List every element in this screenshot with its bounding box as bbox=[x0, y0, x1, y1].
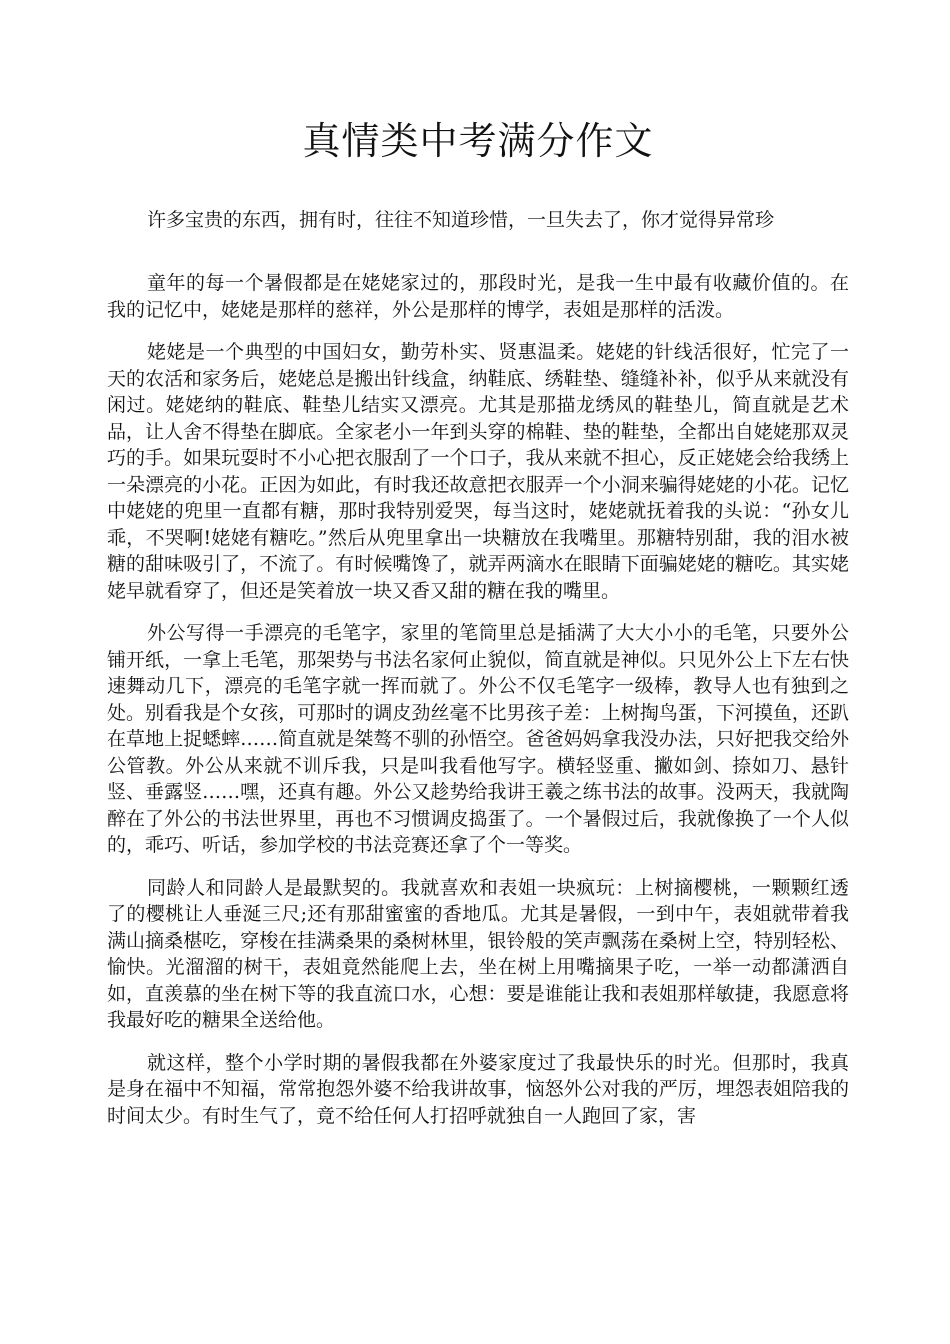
paragraph-grandma: 姥姥是一个典型的中国妇女，勤劳朴实、贤惠温柔。姥姥的针线活很好，忙完了一天的农活和家务后，姥姥总是搬出针线盒，纳鞋底、绣鞋垫、缝缝补补，似乎从来就没有闲过。姥姥纳的鞋底、鞋垫儿结实又漂亮。尤其是那描龙绣凤的鞋垫儿，简直就是艺术品，让人舍不得垫在脚底。全家老小一年到头穿的棉鞋、垫的鞋垫，全都出自姥姥那双灵巧的手。如果玩耍时不小心把衣服刮了一个口子，我从来就不担心，反正姥姥会给我绣上一朵漂亮的小花。正因为如此，有时我还故意把衣服弄一个小洞来骗得姥姥的小花。记忆中姥姥的兜里一直都有糖，那时我特别爱哭，每当这时，姥姥就抚着我的头说：“孙女儿乖，不哭啊!姥姥有糖吃。”然后从兜里拿出一块糖放在我嘴里。那糖特别甜，我的泪水被糖的甜味吸引了，不流了。有时候嘴馋了，就弄两滴水在眼睛下面骗姥姥的糖吃。其实姥姥早就看穿了，但还是笑着放一块又香又甜的糖在我的嘴里。 bbox=[107, 341, 849, 602]
paragraph-childhood: 童年的每一个暑假都是在姥姥家过的，那段时光，是我一生中最有收藏价值的。在我的记忆中，姥姥是那样的慈祥，外公是那样的博学，表姐是那样的活泼。 bbox=[107, 272, 849, 321]
paragraph-cousin: 同龄人和同龄人是最默契的。我就喜欢和表姐一块疯玩：上树摘樱桃，一颗颗红透了的樱桃让人垂涎三尺;还有那甜蜜蜜的香地瓜。尤其是暑假，一到中午，表姐就带着我满山摘桑椹吃，穿梭在挂满桑果的桑树林里，银铃般的笑声飘荡在桑树上空，特别轻松、愉快。光溜溜的树干，表姐竟然能爬上去，坐在树上用嘴摘果子吃，一举一动都潇洒自如，直羡慕的坐在树下等的我直流口水，心想：要是谁能让我和表姐那样敏捷，我愿意将我最好吃的糖果全送给他。 bbox=[107, 876, 849, 1031]
document-page bbox=[107, 0, 849, 1129]
document-title: 真情类中考满分作文 bbox=[302, 119, 654, 163]
paragraph-summary: 就这样，整个小学时期的暑假我都在外婆家度过了我最快乐的时光。但那时，我真是身在福中不知福，常常抱怨外婆不给我讲故事，恼怒外公对我的严厉，埋怨表姐陪我的时间太少。有时生气了，竟不给任何人打招呼就独自一人跑回了家，害 bbox=[107, 1051, 849, 1127]
intro-line: 许多宝贵的东西，拥有时，往往不知道珍惜，一旦失去了，你才觉得异常珍 bbox=[147, 209, 775, 231]
paragraph-grandpa: 外公写得一手漂亮的毛笔字，家里的笔筒里总是插满了大大小小的毛笔，只要外公铺开纸，一拿上毛笔，那架势与书法名家何止貌似，简直就是神似。只见外公上下左右快速舞动几下，漂亮的毛笔字就一挥而就了。外公不仅毛笔字一级棒，教导人也有独到之处。别看我是个女孩，可那时的调皮劲丝毫不比男孩子差：上树掏鸟蛋，下河摸鱼，还趴在草地上捉蟋蟀……简直就是桀骜不驯的孙悟空。爸爸妈妈拿我没办法，只好把我交给外公管教。外公从来就不训斥我，只是叫我看他写字。横轻竖重、撇如剑、捺如刀、悬针竖、垂露竖……嘿，还真有趣。外公又趁势给我讲王羲之练书法的故事。没两天，我就陶醉在了外公的书法世界里，再也不习惯调皮捣蛋了。一个暑假过后，我就像换了一个人似的，乖巧、听话，参加学校的书法竞赛还拿了个一等奖。 bbox=[107, 622, 849, 856]
